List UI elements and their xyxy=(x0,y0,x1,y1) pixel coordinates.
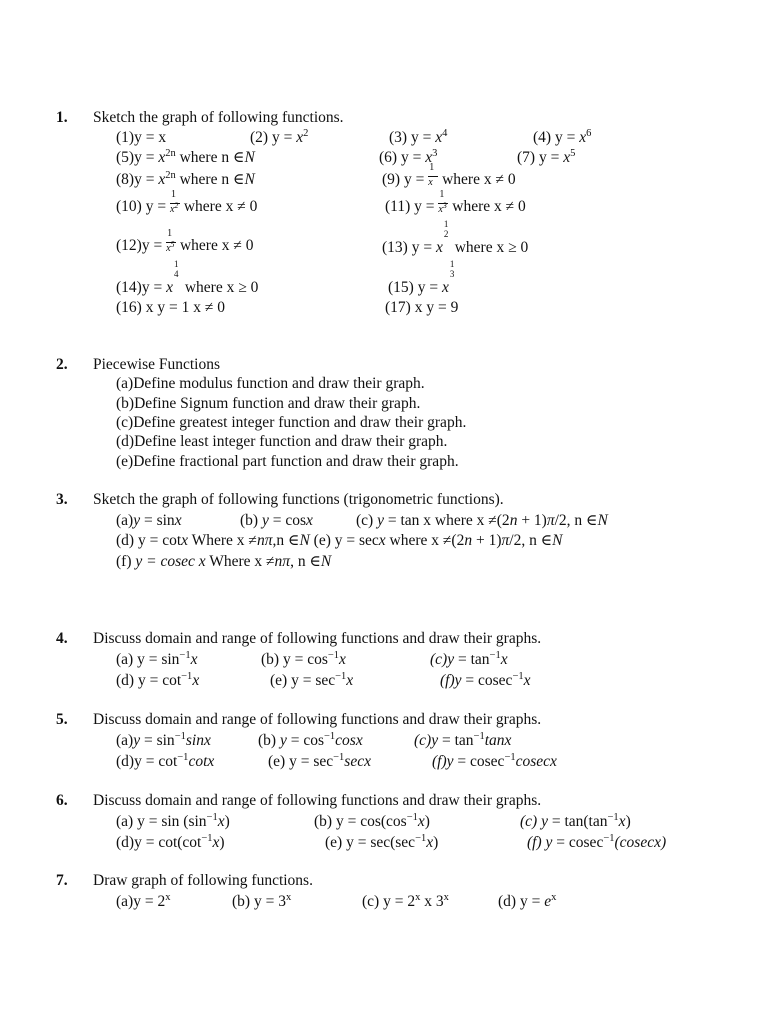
math-text: = cos xyxy=(286,732,324,749)
math-variable: x xyxy=(306,512,313,529)
math-variable: (cosecx) xyxy=(614,834,667,851)
math-text: (16) x y = 1 x ≠ 0 xyxy=(116,299,225,316)
math-text: (a) xyxy=(116,512,134,529)
answer-row xyxy=(0,148,768,170)
math-text: Where x ≠ xyxy=(188,532,257,549)
math-text: where x ≥ 0 xyxy=(450,239,529,256)
answer-row xyxy=(0,731,768,753)
math-variable: N xyxy=(299,532,310,549)
math-text: = cosec xyxy=(552,834,604,851)
question-number: 6. xyxy=(56,792,68,809)
math-text: (d)Define least integer function and draw their graph. xyxy=(116,433,448,450)
question-number: 2. xyxy=(56,356,68,373)
fraction-denominator xyxy=(169,201,179,215)
math-fraction-exponent: 1 4 xyxy=(173,259,179,279)
math-variable: x xyxy=(523,672,531,689)
answer-row xyxy=(0,128,768,150)
question-heading: Piecewise Functions xyxy=(93,356,220,373)
sub-question-q2-d xyxy=(116,432,447,452)
sub-question-q6-b xyxy=(314,812,430,832)
sub-question-q6-d xyxy=(116,833,225,853)
math-variable: x xyxy=(426,834,434,851)
math-text: where x ≠ 0 xyxy=(179,198,258,215)
math-variable: y xyxy=(541,813,548,830)
question-heading: Sketch the graph of following functions. xyxy=(93,109,344,126)
answer-row xyxy=(0,374,768,396)
math-fraction xyxy=(169,189,180,215)
math-text: (a) y = sin xyxy=(116,651,180,668)
math-variable: e xyxy=(544,893,552,910)
math-exponent: x xyxy=(165,892,171,903)
math-variable: cosx xyxy=(335,732,363,749)
math-variable: (c) xyxy=(520,813,538,830)
math-variable: (f)y xyxy=(440,672,462,689)
math-fraction xyxy=(438,189,448,215)
math-fraction xyxy=(166,228,176,254)
math-text: = sin xyxy=(140,732,175,749)
math-text: /2, n ∈ xyxy=(509,532,553,549)
math-text: (6) y = xyxy=(379,149,426,166)
math-text: where x ≠ 0 xyxy=(448,198,526,215)
math-exponent: −1 xyxy=(603,833,615,844)
math-text: (c) y = 2 xyxy=(362,893,416,910)
math-text: (d) y = xyxy=(498,893,545,910)
question-heading: Draw graph of following functions. xyxy=(93,872,313,889)
math-variable: y xyxy=(261,512,269,529)
answer-row xyxy=(0,531,768,553)
math-exponent: 5 xyxy=(570,148,576,159)
math-exponent: −1 xyxy=(174,731,186,742)
math-text: (9) y = xyxy=(382,171,429,188)
sub-question-q1-4 xyxy=(533,128,591,148)
math-variable: n xyxy=(464,532,473,549)
math-variable: (f) xyxy=(527,834,542,851)
math-exponent: −1 xyxy=(181,671,193,682)
math-text: = tan(tan xyxy=(547,813,608,830)
fraction-denominator-exponent: 5 xyxy=(170,240,175,249)
math-variable: x xyxy=(166,279,173,296)
sub-question-q5-e xyxy=(268,752,371,772)
math-text: (12)y = xyxy=(116,237,167,254)
sub-question-q4-c xyxy=(430,650,508,670)
sub-question-q3-d xyxy=(116,531,563,551)
fraction-denominator-variable: x xyxy=(438,204,443,215)
math-exponent: −1 xyxy=(327,650,340,661)
math-text: ) xyxy=(224,813,230,830)
math-text: (5)y = xyxy=(116,149,159,166)
sub-question-q5-d xyxy=(116,752,214,772)
sub-question-q1-11 xyxy=(385,189,526,217)
math-exponent: 3 xyxy=(432,148,438,159)
math-variable: nπ xyxy=(256,532,273,549)
sub-question-q4-b xyxy=(261,650,346,670)
fraction-denominator xyxy=(428,178,432,188)
math-exponent: −1 xyxy=(335,671,347,682)
sub-question-q1-10 xyxy=(116,189,258,217)
math-variable: N xyxy=(320,553,332,570)
sub-question-q1-8 xyxy=(116,170,255,190)
math-exponent: x xyxy=(415,892,421,903)
math-text: (e)Define fractional part function and draw their graph. xyxy=(116,453,459,470)
math-exponent: 4 xyxy=(442,128,448,139)
math-text: (c) xyxy=(356,512,378,529)
sub-question-q3-b xyxy=(240,511,313,531)
sub-question-q5-b xyxy=(258,731,363,751)
math-text: where n ∈ xyxy=(175,149,245,166)
sub-question-q1-13 xyxy=(382,219,529,258)
sub-question-q4-a xyxy=(116,650,197,670)
sub-question-q5-a xyxy=(116,731,211,751)
math-exponent: 6 xyxy=(586,128,592,139)
answer-row xyxy=(0,752,768,774)
fraction-denominator xyxy=(166,240,175,254)
math-variable: x xyxy=(579,129,587,146)
math-text: (b) y = 3 xyxy=(232,893,286,910)
math-exponent: −1 xyxy=(607,812,619,823)
math-variable: (f)y xyxy=(432,753,454,770)
math-variable: x xyxy=(425,149,433,166)
question-number: 5. xyxy=(56,711,68,728)
math-text: (8)y = xyxy=(116,171,159,188)
math-exponent: −1 xyxy=(324,731,336,742)
sub-question-q3-f xyxy=(116,552,331,572)
math-text: (b) xyxy=(258,732,280,749)
sub-question-q7-b xyxy=(232,892,291,912)
fraction-denominator-exponent: 3 xyxy=(442,201,447,210)
math-exponent: −1 xyxy=(473,731,485,742)
sub-question-q3-a xyxy=(116,511,182,531)
math-variable: x xyxy=(158,171,166,188)
fraction-numerator: 1 xyxy=(167,228,173,239)
math-variable: cosecx xyxy=(515,753,557,770)
sub-question-q3-c xyxy=(356,511,608,531)
answer-row xyxy=(0,162,768,192)
fraction-numerator: 1 xyxy=(170,189,176,200)
math-variable: cotx xyxy=(188,753,215,770)
math-variable: n xyxy=(509,512,518,529)
math-text: (7) y = xyxy=(517,149,564,166)
math-text: (c)Define greatest integer function and draw their graph. xyxy=(116,414,467,431)
math-text: = cosec xyxy=(461,672,513,689)
math-variable: y xyxy=(133,732,141,749)
sub-question-q1-5 xyxy=(116,148,255,168)
math-text: (a)y = 2 xyxy=(116,893,166,910)
math-text: (b)Define Signum function and draw their graph. xyxy=(116,395,421,412)
sub-question-q1-9 xyxy=(382,162,516,190)
math-fraction-exponent: 1 3 xyxy=(449,259,455,279)
answer-row xyxy=(0,452,768,474)
answer-row xyxy=(0,189,768,219)
math-text: (b) y = cos xyxy=(261,651,328,668)
math-text: = cos xyxy=(268,512,306,529)
fraction-numerator: 1 xyxy=(439,189,445,200)
math-text: (3) y = xyxy=(389,129,436,146)
math-text: (a) xyxy=(116,732,134,749)
sub-question-q5-c xyxy=(414,731,511,751)
math-variable: x xyxy=(212,834,220,851)
math-text: where x ≥ 0 xyxy=(180,279,259,296)
math-text: (17) x y = 9 xyxy=(385,299,459,316)
math-exponent: −1 xyxy=(333,752,345,763)
math-text: where n ∈ xyxy=(175,171,245,188)
math-variable: x xyxy=(378,532,386,549)
math-fraction xyxy=(428,162,438,188)
sub-question-q2-a xyxy=(116,374,425,394)
fraction-numerator: 1 xyxy=(429,162,435,173)
sub-question-q1-7 xyxy=(517,148,575,168)
math-text: = tan xyxy=(438,732,474,749)
math-exponent: 2 xyxy=(303,128,309,139)
math-variable: (c)y xyxy=(414,732,439,749)
sub-question-q2-b xyxy=(116,394,420,414)
math-text: (d) y = cot xyxy=(116,672,182,689)
fraction-denominator xyxy=(438,201,447,215)
math-text: (a) y = sin (sin xyxy=(116,813,207,830)
sub-question-q1-14 xyxy=(116,259,259,298)
math-text: (11) y = xyxy=(385,198,439,215)
math-text: ) xyxy=(424,813,430,830)
sub-question-q5-f xyxy=(432,752,557,772)
math-variable: x xyxy=(563,149,571,166)
math-text: ) xyxy=(433,834,439,851)
question-heading: Discuss domain and range of following functions and draw their graphs. xyxy=(93,792,542,809)
math-exponent: −1 xyxy=(179,650,191,661)
math-variable: x xyxy=(174,512,182,529)
math-text: (a)Define modulus function and draw their graph. xyxy=(116,375,425,392)
answer-row xyxy=(0,219,768,258)
math-variable: x xyxy=(435,129,443,146)
math-text: (2) y = xyxy=(250,129,297,146)
math-variable: x xyxy=(618,813,626,830)
sub-question-q2-c xyxy=(116,413,466,433)
sub-question-q1-15 xyxy=(388,259,457,298)
sub-question-q1-1 xyxy=(116,128,166,148)
math-variable: N xyxy=(244,149,255,166)
math-variable: x xyxy=(190,651,198,668)
answer-row xyxy=(0,259,768,298)
answer-row xyxy=(0,650,768,672)
fraction-denominator-exponent: 2 xyxy=(174,201,179,210)
math-text: Where x ≠ xyxy=(205,553,275,570)
math-variable: secx xyxy=(344,753,371,770)
sub-question-q4-d xyxy=(116,671,199,691)
math-text: where x ≠ 0 xyxy=(438,171,516,188)
math-exponent: −1 xyxy=(489,650,501,661)
math-text: (d)y = cot(cot xyxy=(116,834,202,851)
answer-row xyxy=(0,892,768,914)
math-exponent: −1 xyxy=(504,752,516,763)
math-text: + 1) xyxy=(472,532,502,549)
math-variable: x xyxy=(417,813,425,830)
answer-row xyxy=(0,833,768,855)
math-variable: y = cosec x xyxy=(135,553,206,570)
math-exponent: −1 xyxy=(206,812,218,823)
math-text: (b) y = cos(cos xyxy=(314,813,407,830)
question-heading: Discuss domain and range of following functions and draw their graphs. xyxy=(93,711,542,728)
math-variable: x xyxy=(441,279,449,296)
answer-row xyxy=(0,432,768,454)
math-exponent: x xyxy=(551,892,557,903)
math-variable: x xyxy=(500,651,508,668)
sub-question-q7-c xyxy=(362,892,449,912)
math-exponent: −1 xyxy=(512,671,524,682)
math-variable: x xyxy=(158,149,166,166)
math-text: ,n ∈ xyxy=(272,532,300,549)
question-number: 7. xyxy=(56,872,68,889)
math-text: (f) xyxy=(116,553,136,570)
math-exponent: −1 xyxy=(177,752,189,763)
math-text: = cosec xyxy=(453,753,505,770)
question-number: 1. xyxy=(56,109,68,126)
sub-question-q4-e xyxy=(270,671,353,691)
math-variable: π xyxy=(546,512,555,529)
sub-question-q1-12 xyxy=(116,228,254,256)
question-heading: Sketch the graph of following functions (trigonometric functions). xyxy=(93,491,504,508)
math-variable: sinx xyxy=(185,732,211,749)
math-text: (d)y = cot xyxy=(116,753,178,770)
sub-question-q1-17 xyxy=(385,298,458,318)
math-exponent: −1 xyxy=(406,812,418,823)
sub-question-q1-2 xyxy=(250,128,308,148)
math-variable: x xyxy=(296,129,304,146)
sub-question-q1-3 xyxy=(389,128,447,148)
math-text: (10) y = xyxy=(116,198,170,215)
fraction-denominator-variable: x xyxy=(169,204,175,215)
answer-row xyxy=(0,671,768,693)
math-variable: y xyxy=(545,834,553,851)
math-text: = tan xyxy=(454,651,490,668)
sub-question-q6-e xyxy=(325,833,438,853)
math-text: = tan x where x ≠(2 xyxy=(383,512,510,529)
sub-question-q7-d xyxy=(498,892,556,912)
question-heading: Discuss domain and range of following functions and draw their graphs. xyxy=(93,630,542,647)
sub-question-q1-16 xyxy=(116,298,225,318)
math-text: + 1) xyxy=(517,512,547,529)
fraction-denominator-variable: x xyxy=(428,177,433,188)
answer-row xyxy=(0,511,768,533)
math-exponent: −1 xyxy=(201,833,213,844)
math-exponent: 2n xyxy=(165,148,176,159)
answer-row xyxy=(0,298,768,320)
math-text: (e) y = sec xyxy=(268,753,334,770)
math-variable: π xyxy=(501,532,510,549)
math-text: (4) y = xyxy=(533,129,580,146)
answer-row xyxy=(0,812,768,834)
question-number: 3. xyxy=(56,491,68,508)
math-text: (d) y = cot xyxy=(116,532,182,549)
math-text: (15) y = xyxy=(388,279,442,296)
math-text: /2, n ∈ xyxy=(554,512,598,529)
math-text: ) xyxy=(625,813,631,830)
math-text: where x ≠ 0 xyxy=(176,237,254,254)
math-variable: (c)y xyxy=(430,651,455,668)
math-variable: x xyxy=(217,813,225,830)
math-text: (14)y = xyxy=(116,279,167,296)
math-text: (e) y = sec xyxy=(270,672,336,689)
math-variable: N xyxy=(597,512,608,529)
math-variable: y xyxy=(279,732,287,749)
math-variable: x xyxy=(181,532,189,549)
math-exponent: x xyxy=(285,892,292,903)
math-variable: N xyxy=(552,532,563,549)
math-text: (e) y = sec xyxy=(309,532,379,549)
sub-question-q2-e xyxy=(116,452,459,472)
math-variable: x xyxy=(192,672,200,689)
math-exponent: −1 xyxy=(415,833,427,844)
math-variable: y xyxy=(133,512,141,529)
sub-question-q6-c xyxy=(520,812,631,832)
math-variable: N xyxy=(244,171,255,188)
math-text: , n ∈ xyxy=(290,553,321,570)
math-fraction-exponent: 1 2 xyxy=(443,219,449,239)
sub-question-q6-a xyxy=(116,812,230,832)
fraction-denominator-variable: x xyxy=(166,243,171,254)
math-text: ) xyxy=(219,834,225,851)
sub-question-q6-f xyxy=(527,833,666,853)
math-variable: nπ xyxy=(274,553,291,570)
math-variable: x xyxy=(346,672,354,689)
math-text: where x ≠(2 xyxy=(385,532,465,549)
sub-question-q4-f xyxy=(440,671,531,691)
math-variable: tanx xyxy=(484,732,512,749)
math-variable: y xyxy=(377,512,384,529)
math-exponent: x xyxy=(443,892,449,903)
question-number: 4. xyxy=(56,630,68,647)
answer-row xyxy=(0,552,768,574)
math-text: (1)y = x xyxy=(116,129,167,146)
math-text: = sin xyxy=(140,512,175,529)
math-variable: x xyxy=(339,651,346,668)
sub-question-q7-a xyxy=(116,892,170,912)
math-text: (13) y = xyxy=(382,239,436,256)
math-text: (e) y = sec(sec xyxy=(325,834,416,851)
math-text: (b) xyxy=(240,512,262,529)
math-text: x 3 xyxy=(420,893,444,910)
math-variable: x xyxy=(435,239,443,256)
math-exponent: 2n xyxy=(165,170,176,181)
